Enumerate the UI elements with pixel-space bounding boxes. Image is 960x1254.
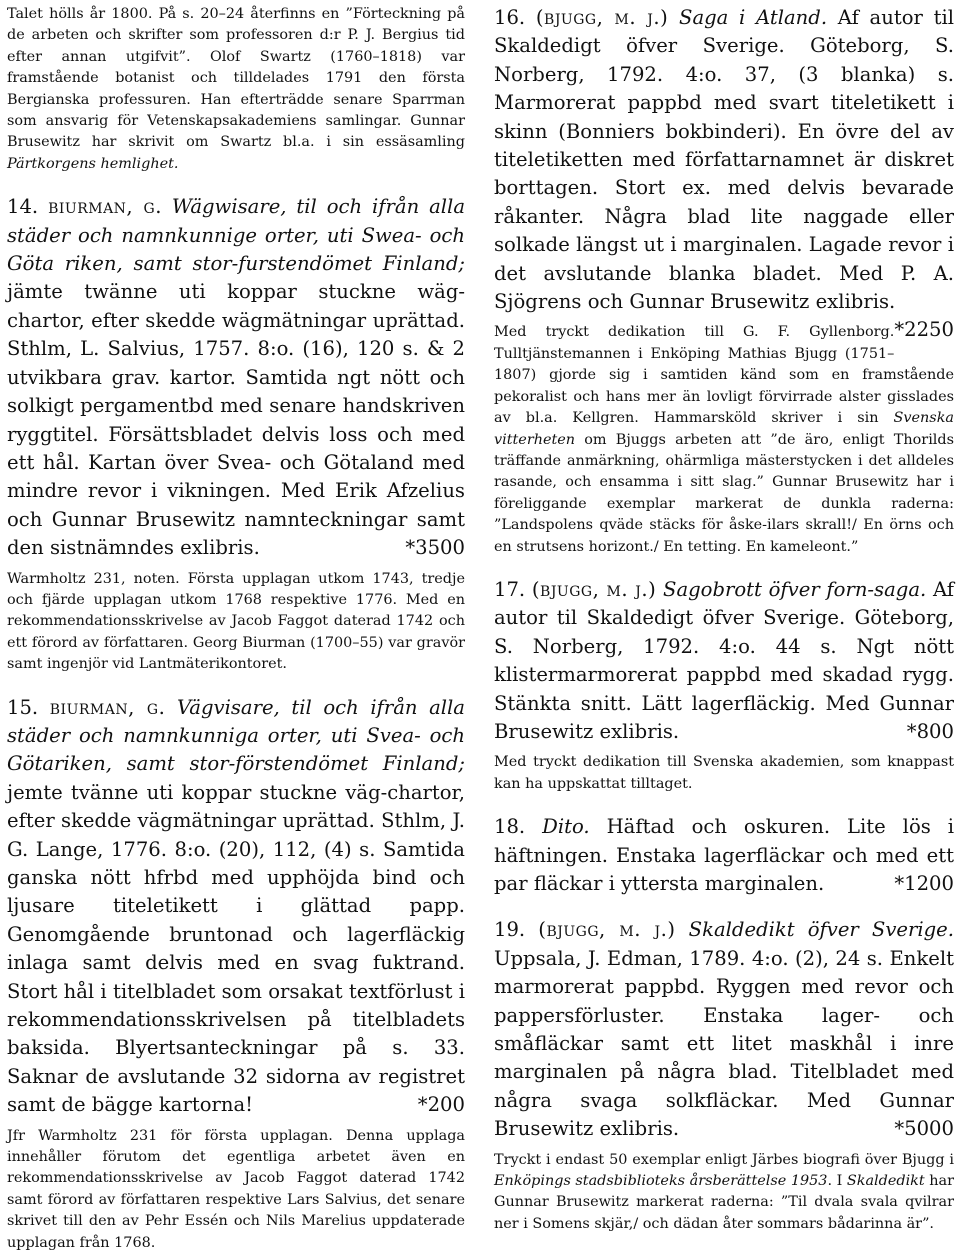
entry-description: jämte twänne uti koppar stuckne wäg-chartor, efter skedde wägmätningar uprättad. Sthlm, L. Salvius, 1757. 8:o. (16), 120 s. & 2 utvikbara grav. kartor. Samtida ngt nött och solkigt pergamentbd med senare handskriven ryggtitel. Försättsbladet delvis loss och med ett hål. Kartan över Svea- och Götaland med mindre revor i vikningen. Med Erik Afzelius och Gunnar Brusewitz namnteckningar samt den sistnämndes exlibris. — [7, 280, 465, 560]
note-book-title: Skaldedikt — [846, 1173, 925, 1190]
entry-title: Sagobrott öfver forn-saga. — [663, 577, 927, 601]
intro-note-book-title: Pärtkorgens hemlighet. — [7, 155, 179, 172]
entry-18-body — [494, 813, 954, 898]
note-text: Tryckt i endast 50 exemplar enligt Järbes biografi över Bjugg i — [494, 1151, 954, 1168]
entry-price: *5000 — [894, 1117, 954, 1141]
catalog-entry-18 — [494, 813, 954, 898]
entry-title: Skaldedikt öfver Sverige. — [688, 918, 954, 942]
entry-number: 15. — [7, 695, 39, 719]
entry-14-body — [7, 193, 465, 562]
entry-price: *200 — [417, 1093, 465, 1117]
note-book-title: Svenska vitterheten — [494, 410, 954, 448]
entry-description: Af autor til Skaldedigt öfver Sverige. Göteborg, S. Norberg, 1792. 4:o. 37, (3 blanka) s. Marmorerat pappbd med svart titeletikett i skinn (Bonniers bokbinderi). En övre del av titeletiketten med författarnamnet är diskret borttagen. Stort ex. med delvis bevarade råkanter. Några blad lite naggade eller solkade längst ut i marginalen. Lagade revor i det avslutande blanka bladet. Med P. A. Sjögrens och Gunnar Brusewitz exlibris. — [494, 6, 954, 314]
note-text: . I — [827, 1173, 847, 1190]
entry-description: jemte tvänne uti koppar stuckne väg-chartor, efter skedde vägmätningar uprättad. Sthlm, J. G. Lange, 1776. 8:o. (20), 112, (4) s. Samtida ganska nött hfrbd med upphöjda bind och ljusare titeletikett i glättad papp. Genomgående bruntonad och lagerfläckig inlaga samt delvis med en svag fuktrand. Stort hål i titelbladet som orsakat textförlust i rekommendationsskrivelsen på titelbladets baksida. Blyertsanteckningar på s. 33. Saknar de avslutande 32 sidorna av registret samt de bägge kartorna! — [7, 780, 465, 1117]
entry-price: *3500 — [405, 536, 465, 560]
catalog-entry-16 — [494, 4, 954, 558]
note-text: har Gunnar Brusewitz markerat raderna: ”Til dvala svala qvilrar ner i Somens skjär,/ och dädan åter sommars bådarinna är”. — [494, 1173, 954, 1232]
note-text: Med tryckt dedikation till G. F. Gyllenborg. Tulltjänstemannen i Enköping Mathias Bjugg (1751–1807) gjorde sig i samtiden känd som en framstående pekoralist och hans mer än lovligt förvirrade alster gisslades av bl.a. Kellgren. Hammarsköld skriver i sin — [494, 324, 954, 427]
entry-author: biurman, g. — [48, 195, 162, 219]
entry-price: *2250 — [894, 318, 954, 342]
entry-author: biurman, g. — [49, 695, 166, 719]
note-book-title: Enköpings stadsbiblioteks årsberättelse 1953 — [494, 1173, 828, 1190]
entry-description: Uppsala, J. Edman, 1789. 4:o. (2), 24 s. Enkelt marmorerat pappbd. Ryggen med revor och pappersförluster. Enstaka lager- och småfläckar samt ett litet maskhål i inre marginalen på några blad. Titelbladet med några svaga solkfläckar. Med Gunnar Brusewitz exlibris. — [494, 946, 954, 1141]
catalog-entry-19 — [494, 916, 954, 1235]
entry-14-note: Warmholtz 231, noten. Första upplagan utkom 1743, tredje och fjärde upplagan utkom 1768 respektive 1776. Med en rekommendationsskrivelse av Jacob Faggot daterad 1742 och ett förord av författaren. Georg Biurman (1700–55) var gravör samt ingenjör vid Lantmäterikontoret. — [7, 570, 465, 673]
entry-author: (bjugg, m. j.) — [538, 918, 676, 942]
entry-17-note: Med tryckt dedikation till Svenska akademien, som knappast kan ha uppskattat tilltaget. — [494, 754, 954, 792]
entry-title: Saga i Atland. — [679, 6, 828, 29]
entry-17-body — [494, 576, 954, 746]
entry-15-note: Jfr Warmholtz 231 för första upplagan. Denna upplaga innehåller förutom det egentliga arbetet även en rekommendationsskrivelse av Jacob Faggot daterad 1742 samt förord av författaren respektive Lars Salvius, det senare skrivet till den av Pehr Essén och Nils Marelius uppdaterade upplagan från 1768. — [7, 1127, 465, 1251]
entry-number: 17. — [494, 577, 526, 601]
catalog-entry-15 — [7, 694, 465, 1254]
left-column — [7, 4, 465, 1254]
entry-author: (bjugg, m. j.) — [531, 577, 657, 601]
entry-number: 14. — [7, 195, 39, 219]
entry-15-body — [7, 694, 465, 1120]
entry-number: 18. — [494, 815, 526, 839]
entry-price: *800 — [906, 719, 954, 743]
entry-title: Vägvisare, til och ifrån alla städer och namnkunniga orter, uti Svea- och Götariken, samt stor-förstendömet Finland; — [7, 695, 465, 776]
catalog-entry-17 — [494, 576, 954, 795]
entry-author: (bjugg, m. j.) — [535, 6, 669, 29]
intro-note-text: Talet hölls år 1800. På s. 20–24 återfinns en ”Förteckning på de arbeten och skrifter som professoren d:r P. J. Bergius tid efter annan utgifvit”. Olof Swartz (1760–1818) var framstående botanist och tilldelades 1791 den första Bergianska professuren. Han efterträdde senare Sparrman som ansvarig för Vetenskapsakademiens samlingar. Gunnar Brusewitz har skrivit om Swartz bl.a. i sin essäsamling — [7, 6, 465, 151]
entry-title: Dito. — [542, 815, 590, 839]
entry-title: Wägwisare, til och ifrån alla städer och namnkunnige orter, uti Swea- och Göta riken, samt stor-furstendömet Finland; — [7, 195, 465, 276]
entry-16-note — [494, 322, 954, 557]
right-column — [494, 4, 954, 1235]
entry-number: 19. — [494, 918, 526, 942]
catalog-entry-14 — [7, 193, 465, 675]
entry-description: Af autor til Skaldedigt öfver Sverige. Göteborg, S. Norberg, 1792. 4:o. 44 s. Ngt nött klistermarmorerat pappbd med skadad rygg. Stänkta snitt. Lätt lagerfläckig. Med Gunnar Brusewitz exlibris. — [494, 577, 955, 743]
entry-16-body — [494, 4, 954, 342]
entry-number: 16. — [494, 6, 526, 29]
entry-19-body — [494, 916, 954, 1143]
note-text: om Bjuggs arbeten att ”de äro, enligt Thorilds träffande anmärkning, ohärmliga mästerstycken i det alldeles rasande, och ensamma i sitt slag.” Gunnar Brusewitz har i föreliggande exemplar markerat de dunkla raderna: ”Landspolens qväde stäcks för åske-ilars skrall!/ En örns och en strutsens horizont./ En tetting. En kameleont.” — [494, 431, 954, 555]
entry-description: Häftad och oskuren. Lite lös i häftningen. Enstaka lagerfläckar och med ett par fläckar i yttersta marginalen. — [494, 815, 954, 895]
intro-note — [7, 4, 465, 175]
entry-price: *1200 — [894, 872, 954, 895]
